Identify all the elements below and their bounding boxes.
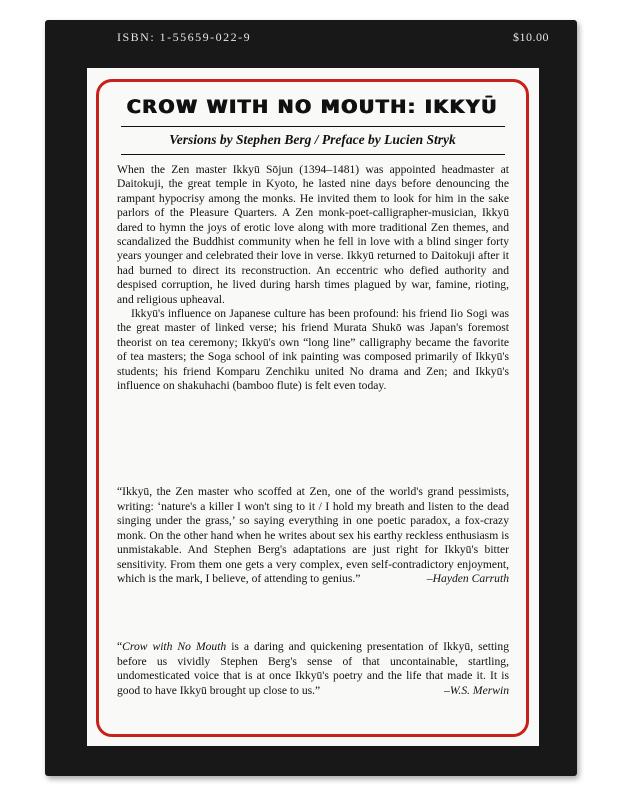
blurb-merwin-attribution: –W.S. Merwin bbox=[444, 683, 509, 697]
book-subtitle: Versions by Stephen Berg / Preface by Lucien Stryk bbox=[169, 132, 456, 147]
blurb-merwin-open-quote: “ bbox=[117, 640, 123, 653]
description-paragraph-1: When the Zen master Ikkyū Sōjun (1394–1481) was appointed headmaster at Daitokuji, the great temple in Kyoto, he lasted nine days before denouncing the rampant hypocrisy among the monks. He invited them to look for him in the sake parlors of the Pleasure Quarters. A Zen monk-poet-calligrapher-musician, Ikkyū dared to hymn the joys of erotic love along with more traditional Zen themes, and scandalized the Buddhist community when he fell in love with a blind singer forty years younger and celebrated their love in verse. Ikkyū returned to Daitokuji after it had burned to direct its reconstruction. An eccentric who defied authority and despised corruption, he lived during harsh times plagued by war, famine, rioting, and religious upheaval. bbox=[117, 163, 509, 306]
book-back-cover bbox=[45, 20, 577, 776]
book-title: CROW WITH NO MOUTH: IKKYŪ bbox=[126, 96, 499, 118]
blurb-carruth-attribution: –Hayden Carruth bbox=[426, 572, 509, 585]
subtitle-divider bbox=[121, 154, 505, 155]
red-border-frame bbox=[96, 79, 529, 737]
blurb-carruth-text: “Ikkyū, the Zen master who scoffed at Zen, one of the world's grand pessimists, writing: ‘nature's a killer I won't sing to it / I hold my breath and listen to the dead singing under the grass,’ so saying everything in one poetic paradox, a fox-crazy monk. On the other hand when he writes about sex his earthy reckless enthusiasm is unmistakable. And Stephen Berg's adaptations are just right for Ikkyū's bitter sensitivity. From them one gets a very complex, even self-contradictory enjoyment, which is the mark, I believe, of attending to genius.” bbox=[117, 485, 509, 585]
blurb-merwin-text: is a daring and quickening presentation of Ikkyū, setting before us vividly Stephen Berg's sense of that uncontainable, startling, undomesticated voice that is at once Ikkyū's poetry and the life that made it. It is good to have Ikkyū brought up close to us.” bbox=[117, 640, 509, 697]
blurb-carruth bbox=[117, 485, 509, 587]
description bbox=[117, 163, 509, 394]
title-divider bbox=[121, 126, 505, 127]
price-label: $10.00 bbox=[513, 30, 549, 44]
isbn-label: ISBN: 1-55659-022-9 bbox=[117, 30, 252, 44]
blurb-merwin bbox=[117, 640, 509, 698]
blurb-merwin-book-title: Crow with No Mouth bbox=[122, 640, 227, 653]
description-paragraph-2: Ikkyū's influence on Japanese culture has been profound: his friend Iio Sogi was the great master of linked verse; his friend Murata Shukō was Japan's foremost theorist on tea ceremony; Ikkyū's own “long line” calligraphy became the favorite of tea masters; the Soga school of ink painting was composed primarily of Ikkyū's students; his friend Komparu Zenchiku united No drama and Zen; and Ikkyū's influence on shakuhachi (bamboo flute) is felt even today. bbox=[117, 307, 509, 393]
text-panel bbox=[87, 68, 539, 746]
